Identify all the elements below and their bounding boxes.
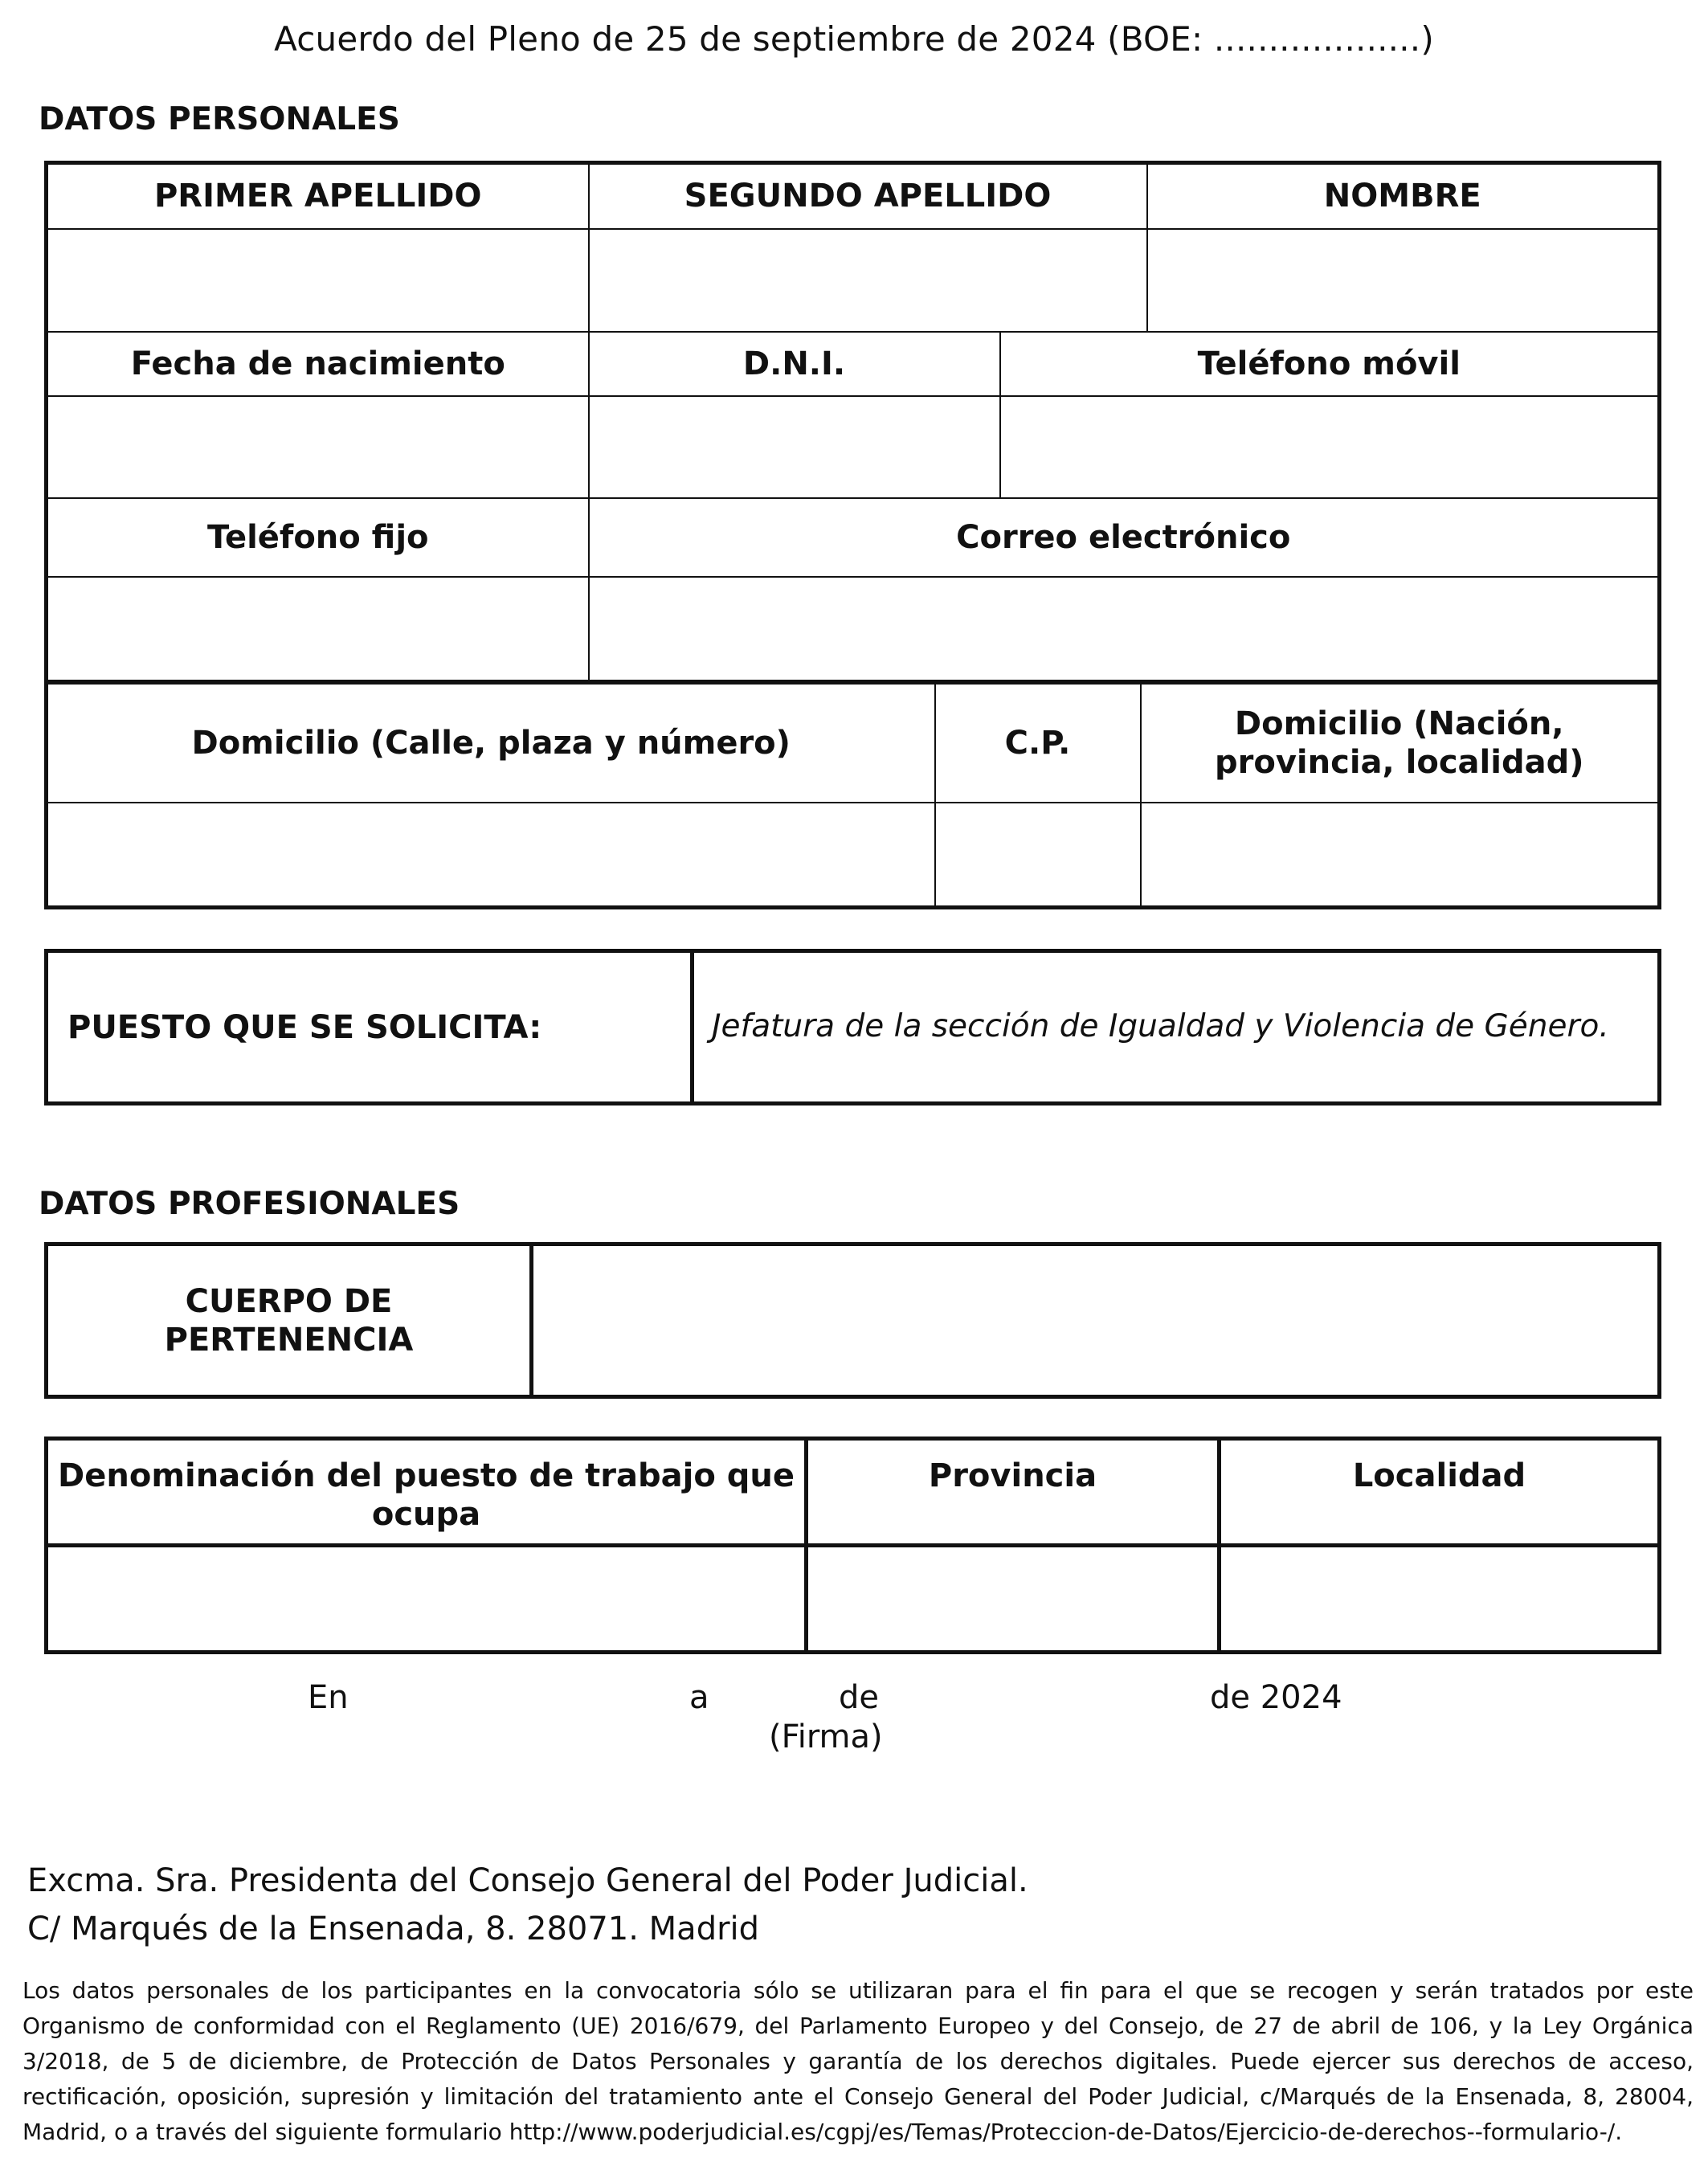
provincia-field[interactable]	[807, 1546, 1220, 1653]
cuerpo-field[interactable]	[532, 1244, 1660, 1397]
header-cp: C.P.	[935, 684, 1141, 803]
puesto-label: PUESTO QUE SE SOLICITA:	[47, 951, 693, 1104]
nombre-field[interactable]	[1147, 229, 1660, 332]
denominacion-field[interactable]	[47, 1546, 807, 1653]
dni-field[interactable]	[589, 396, 1000, 498]
section-title-personal: DATOS PERSONALES	[39, 101, 400, 137]
correo-field[interactable]	[589, 577, 1660, 682]
cp-field[interactable]	[935, 803, 1141, 907]
header-domicilio-nacion	[1141, 684, 1660, 803]
header-segundo-apellido: SEGUNDO APELLIDO	[589, 163, 1147, 229]
telefono-fijo-field[interactable]	[47, 577, 589, 682]
header-localidad: Localidad	[1220, 1439, 1660, 1546]
firma-label: (Firma)	[769, 1718, 883, 1755]
document-header: Acuerdo del Pleno de 25 de septiembre de 2024 (BOE: ...................)	[274, 19, 1434, 59]
header-telefono-movil: Teléfono móvil	[1000, 332, 1660, 396]
domicilio-nacion-field[interactable]	[1141, 803, 1660, 907]
firma-a: a	[689, 1679, 709, 1716]
header-nombre: NOMBRE	[1147, 163, 1660, 229]
cuerpo-table	[44, 1242, 1661, 1399]
header-dni: D.N.I.	[589, 332, 1000, 396]
header-provincia: Provincia	[807, 1439, 1220, 1546]
puesto-value: Jefatura de la sección de Igualdad y Violencia de Género.	[693, 951, 1660, 1104]
cuerpo-label-line2: PERTENENCIA	[164, 1321, 414, 1359]
fecha-nacimiento-field[interactable]	[47, 396, 589, 498]
puesto-table	[44, 949, 1661, 1105]
segundo-apellido-field[interactable]	[589, 229, 1147, 332]
header-domicilio-nacion-line1: Domicilio (Nación,	[1234, 705, 1564, 742]
header-domicilio-nacion-line2: provincia, localidad)	[1215, 744, 1584, 781]
header-correo: Correo electrónico	[589, 498, 1660, 577]
header-telefono-fijo: Teléfono fijo	[47, 498, 589, 577]
primer-apellido-field[interactable]	[47, 229, 589, 332]
header-denominacion-line1: Denominación del puesto de trabajo que	[58, 1457, 795, 1494]
cuerpo-label-line1: CUERPO DE	[185, 1282, 393, 1320]
domicilio-calle-field[interactable]	[47, 803, 935, 907]
section-title-profesional: DATOS PROFESIONALES	[39, 1186, 460, 1222]
header-primer-apellido: PRIMER APELLIDO	[47, 163, 589, 229]
firma-de: de	[839, 1679, 879, 1716]
address-line1: Excma. Sra. Presidenta del Consejo General del Poder Judicial.	[27, 1862, 1028, 1899]
telefono-movil-field[interactable]	[1000, 396, 1660, 498]
header-denominacion	[47, 1439, 807, 1546]
address-line2: C/ Marqués de la Ensenada, 8. 28071. Madrid	[27, 1911, 760, 1947]
header-fecha-nacimiento: Fecha de nacimiento	[47, 332, 589, 396]
header-denominacion-line2: ocupa	[371, 1496, 481, 1533]
domicilio-table	[44, 683, 1661, 909]
cuerpo-label	[47, 1244, 532, 1397]
personal-data-table	[44, 161, 1661, 684]
localidad-field[interactable]	[1220, 1546, 1660, 1653]
firma-en: En	[308, 1679, 349, 1716]
firma-year: de 2024	[1210, 1679, 1342, 1716]
legal-notice: Los datos personales de los participantes en la convocatoria sólo se utilizaran para el fin para el que se recogen y serán tratados por este Organismo de conformidad con el Reglamento (UE) 2016/679, del Parlamento Europeo y del Consejo, de 27 de abril de 106, y la Ley Orgánica 3/2018, de 5 de diciembre, de Protección de Datos Personales y garantía de los derechos digitales. Puede ejercer sus derechos de acceso, rectificación, oposición, supresión y limitación del tratamiento ante el Consejo General del Poder Judicial, c/Marqués de la Ensenada, 8, 28004, Madrid, o a través del siguiente formulario http://www.poderjudicial.es/cgpj/es/Temas/Proteccion-de-Datos/Ejercicio-de-derechos--formulario-/.	[22, 1977, 1694, 2145]
puesto-actual-table	[44, 1437, 1661, 1654]
header-domicilio-calle: Domicilio (Calle, plaza y número)	[47, 684, 935, 803]
